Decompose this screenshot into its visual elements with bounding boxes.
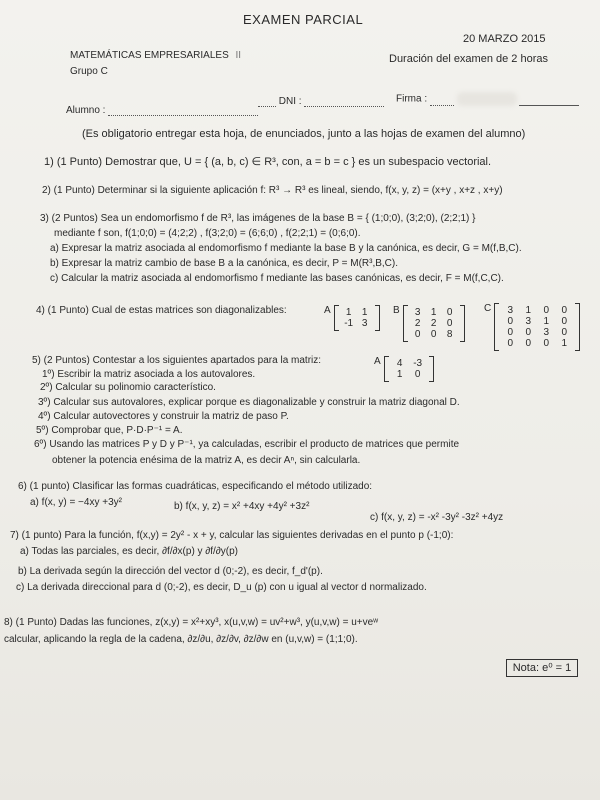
matrix-5a-label: A — [374, 356, 381, 367]
question-3-a: a) Expresar la matriz asociada al endomorfismo f mediante la base B y la canónica, es decir, G = M(f,B,C). — [50, 243, 522, 254]
question-6-b: b) f(x, y, z) = x² +4xy +4y² +3z² — [174, 501, 310, 512]
duration: Duración del examen de 2 horas — [389, 53, 548, 65]
matrix-5a-body: 4 -3 1 0 — [396, 358, 423, 380]
question-3-c: c) Calcular la matriz asociada al endomorfismo f mediante las bases canónicas, es decir, F = M(f,C,C). — [50, 273, 504, 284]
intro-note: (Es obligatorio entregar esta hoja, de enunciados, junto a las hojas de examen del alumno) — [82, 128, 526, 140]
question-7: 7) (1 punto) Para la función, f(x,y) = 2y² - x + y, calcular las siguientes derivadas en el punto p (-1;0): — [10, 530, 454, 541]
dni-label: DNI : — [278, 96, 302, 107]
question-7-b: b) La derivada según la dirección del vector d (0;-2), es decir, f_d'(p). — [18, 566, 323, 577]
matrix-5a — [374, 356, 434, 382]
question-5-3: 3º) Calcular sus autovalores, explicar porque es diagonalizable y construir la matriz diagonal D. — [38, 397, 460, 408]
question-8-line2: calcular, aplicando la regla de la cadena, ∂z/∂u, ∂z/∂v, ∂z/∂w en (u,v,w) = (1;1;0). — [4, 634, 358, 645]
exam-date: 20 MARZO 2015 — [463, 33, 546, 45]
subject-suffix: II — [235, 50, 242, 61]
dni-field — [258, 96, 384, 107]
question-6-a: a) f(x, y) = −4xy +3y² — [30, 497, 122, 508]
question-5-1: 1º) Escribir la matriz asociada a los autovalores. — [42, 369, 256, 380]
matrix-4b — [393, 305, 465, 342]
question-8-line1: 8) (1 Punto) Dadas las funciones, z(x,y) = x²+xy³, x(u,v,w) = uv²+w³, y(u,v,w) = u+veʷ — [4, 617, 379, 628]
redacted-signature — [457, 92, 517, 106]
question-6: 6) (1 punto) Clasificar las formas cuadráticas, especificando el método utilizado: — [18, 481, 373, 492]
question-3-line1: 3) (2 Puntos) Sea un endomorfismo f de R³, las imágenes de la base B = { (1;0;0), (3;2;0), (2;2;1) } — [40, 213, 476, 224]
note-box: Nota: e⁰ = 1 — [506, 659, 578, 677]
dni-line — [304, 96, 384, 107]
question-3-line2: mediante f son, f(1;0;0) = (4;2;2) , f(3;2;0) = (6;6;0) , f(2;2;1) = (0;6;0). — [54, 228, 361, 239]
matrix-4a — [324, 305, 380, 331]
firma-field — [396, 92, 579, 106]
alumno-field — [66, 105, 258, 116]
matrix-4c-body: 3 1 0 0 0 3 1 0 0 0 3 0 0 0 0 1 — [507, 305, 568, 349]
matrix-4b-label: B — [393, 305, 400, 316]
question-5-6b: obtener la potencia enésima de la matriz A, es decir Aⁿ, sin calcularla. — [52, 455, 361, 466]
matrix-4a-label: A — [324, 305, 331, 316]
question-5-5: 5º) Comprobar que, P·D·P⁻¹ = A. — [36, 425, 183, 436]
question-7-c: c) La derivada direccional para d (0;-2), es decir, D_u (p) con u igual al vector d normalizado. — [16, 582, 427, 593]
matrix-4a-body: 1 1 -1 3 — [344, 307, 368, 329]
firma-line-b — [519, 95, 579, 106]
alumno-label: Alumno : — [66, 105, 106, 116]
matrix-4c-label: C — [484, 303, 492, 314]
question-5-2: 2º) Calcular su polinomio característico. — [40, 382, 216, 393]
question-7-a: a) Todas las parciales, es decir, ∂f/∂x(p) y ∂f/∂y(p) — [20, 546, 238, 557]
question-4: 4) (1 Punto) Cual de estas matrices son diagonalizables: — [36, 305, 287, 316]
firma-label: Firma : — [396, 93, 428, 105]
matrix-4c — [484, 303, 580, 351]
firma-line-a — [430, 95, 454, 106]
alumno-line — [108, 105, 258, 116]
subject-name: MATEMÁTICAS EMPRESARIALES — [70, 50, 229, 61]
question-5-4: 4º) Calcular autovectores y construir la matriz de paso P. — [38, 411, 289, 422]
group: Grupo C — [70, 66, 108, 77]
question-6-c: c) f(x, y, z) = -x² -3y² -3z² +4yz — [370, 512, 504, 523]
question-5: 5) (2 Puntos) Contestar a los siguientes apartados para la matriz: — [32, 355, 322, 366]
subject — [70, 50, 241, 61]
matrix-4b-body: 3 1 0 2 2 0 0 0 8 — [414, 307, 453, 340]
question-2: 2) (1 Punto) Determinar si la siguiente aplicación f: R³ → R³ es lineal, siendo, f(x, y, z) = (x+y , x+z , x+y) — [42, 185, 503, 196]
question-3-b: b) Expresar la matriz cambio de base B a la canónica, es decir, P = M(R³,B,C). — [50, 258, 399, 269]
dni-pre-line — [258, 96, 276, 107]
question-1: 1) (1 Punto) Demostrar que, U = { (a, b, c) ∈ R³, con, a = b = c } es un subespacio vectorial. — [44, 156, 492, 168]
exam-title: EXAMEN PARCIAL — [243, 12, 364, 27]
question-5-6: 6º) Usando las matrices P y D y P⁻¹, ya calculadas, escribir el producto de matrices que permite — [34, 439, 460, 450]
